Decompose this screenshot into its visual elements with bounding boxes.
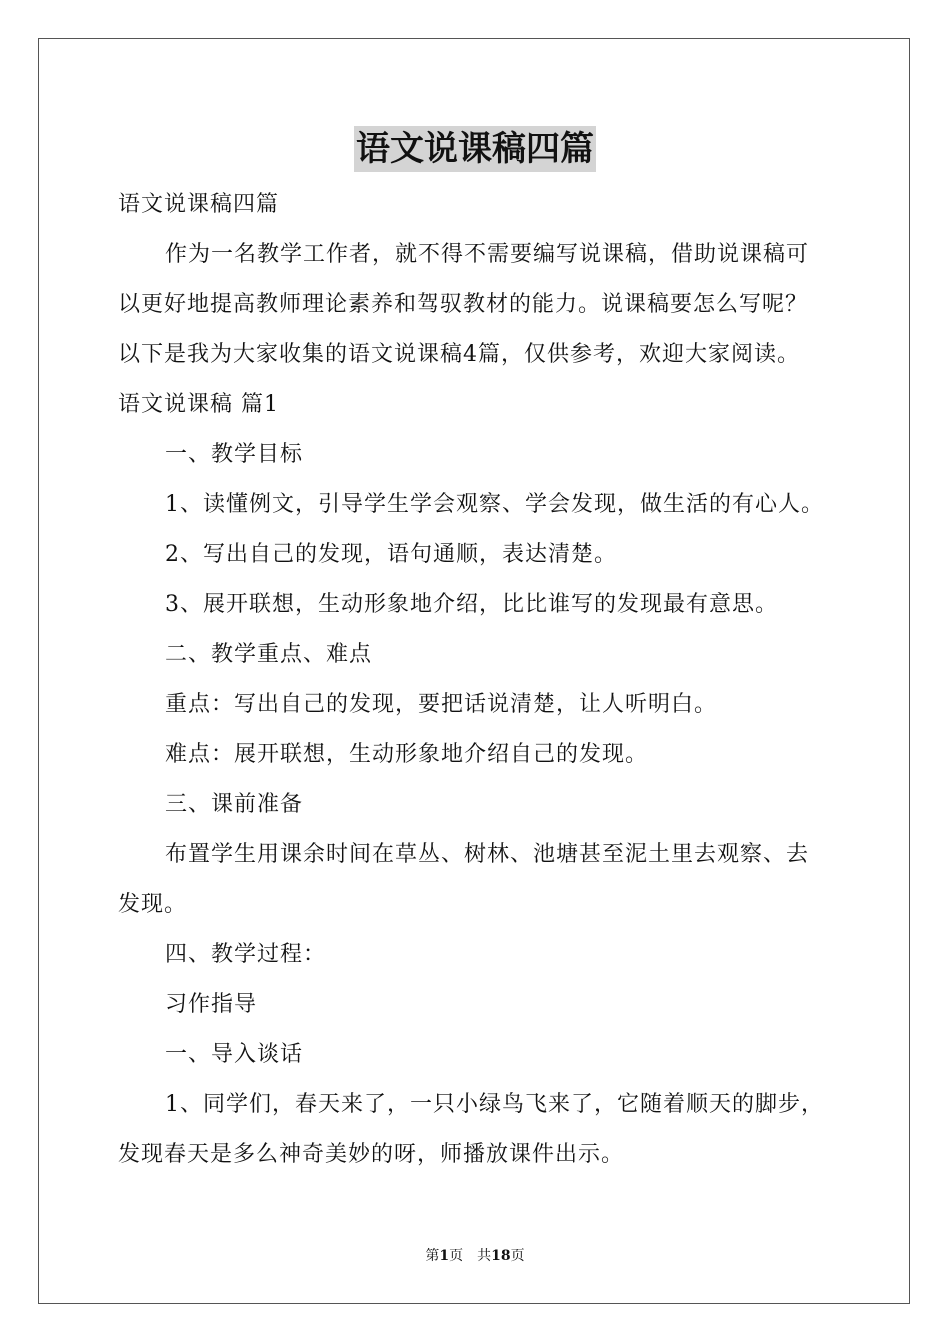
body-line: 1、同学们，春天来了，一只小绿鸟飞来了，它随着顺天的脚步， xyxy=(165,1092,824,1117)
body-line: 三、课前准备 xyxy=(165,792,304,817)
body-line: 发现春天是多么神奇美妙的呀，师播放课件出示。 xyxy=(118,1142,625,1167)
body-line: 3、展开联想，生动形象地介绍，比比谁写的发现最有意思。 xyxy=(165,592,778,617)
body-line: 作为一名教学工作者，就不得不需要编写说课稿，借助说课稿可 xyxy=(165,242,810,267)
section-heading: 语文说课稿 篇1 xyxy=(118,392,279,417)
body-line: 2、写出自己的发现，语句通顺，表达清楚。 xyxy=(165,542,617,567)
document-body xyxy=(118,180,838,1180)
footer-suffix: 页 xyxy=(510,1248,525,1264)
body-line: 四、教学过程： xyxy=(165,942,327,967)
body-line: 语文说课稿四篇 xyxy=(118,192,280,217)
footer-page-total: 18 xyxy=(491,1248,511,1264)
title-container xyxy=(0,126,950,172)
page-footer xyxy=(0,1246,950,1266)
footer-page-current: 1 xyxy=(439,1248,450,1264)
body-line: 难点：展开联想，生动形象地介绍自己的发现。 xyxy=(165,742,649,767)
body-line: 重点：写出自己的发现，要把话说清楚，让人听明白。 xyxy=(165,692,718,717)
footer-mid: 页 共 xyxy=(449,1248,492,1264)
body-line: 习作指导 xyxy=(165,992,258,1017)
body-line: 以下是我为大家收集的语文说课稿4篇，仅供参考，欢迎大家阅读。 xyxy=(118,342,800,367)
body-line: 1、读懂例文，引导学生学会观察、学会发现，做生活的有心人。 xyxy=(165,492,824,517)
body-line: 布置学生用课余时间在草丛、树林、池塘甚至泥土里去观察、去 xyxy=(165,842,810,867)
body-line: 发现。 xyxy=(118,892,188,917)
body-line: 二、教学重点、难点 xyxy=(165,642,373,667)
document-title: 语文说课稿四篇 xyxy=(354,126,596,172)
footer-prefix: 第 xyxy=(425,1248,440,1264)
body-line: 一、教学目标 xyxy=(165,442,304,467)
body-line: 以更好地提高教师理论素养和驾驭教材的能力。说课稿要怎么写呢？ xyxy=(118,292,809,317)
body-line: 一、导入谈话 xyxy=(165,1042,304,1067)
